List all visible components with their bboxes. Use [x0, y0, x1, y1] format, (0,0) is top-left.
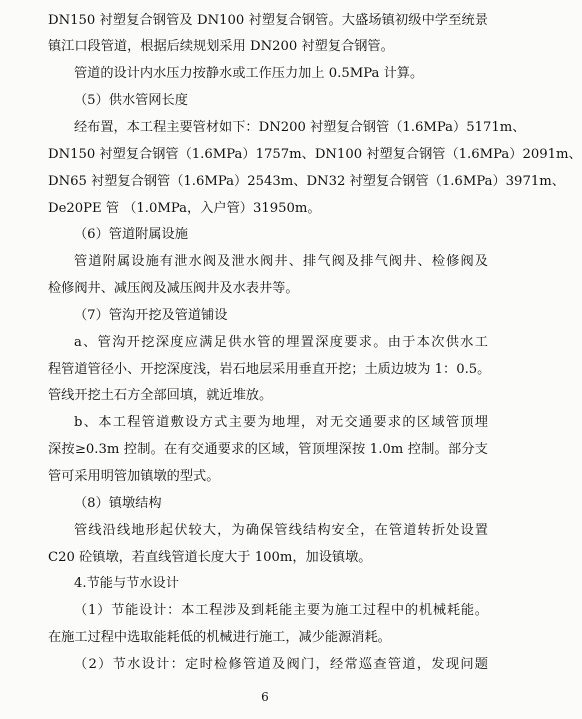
text-line: （2）节水设计：定时检修管道及阀门，经常巡查管道，发现问题: [74, 657, 488, 672]
text-line: 检修阀井、减压阀及减压阀井及水表井等。: [48, 281, 299, 296]
text-line: 管线沿线地形起伏较大，为确保管线结构安全，在管道转折处设置: [74, 523, 488, 538]
text-line: 在施工过程中选取能耗低的机械进行施工，减少能源消耗。: [48, 630, 391, 645]
text-line: 管道的设计内水压力按静水或工作压力加上 0.5MPa 计算。: [74, 66, 424, 81]
text-line: 程管道管径小、开挖深度浅，岩石地层采用垂直开挖；土质边坡为 1：0.5。: [48, 362, 491, 377]
text-line: 管可采用明管加镇墩的型式。: [48, 469, 220, 484]
text-line: 镇江口段管道，根据后续规划采用 DN200 衬塑复合钢管。: [48, 39, 394, 54]
text-line: 管道附属设施有泄水阀及泄水阀井、排气阀及排气阀井、检修阀及: [74, 254, 488, 269]
text-line: DN65 衬塑复合钢管（1.6MPa）2543m、DN32 衬塑复合钢管（1.6MPa）3971m、: [48, 174, 565, 189]
text-line: 管线开挖土石方全部回填，就近堆放。: [48, 388, 273, 403]
section-heading: （6）管道附属设施: [74, 227, 188, 242]
text-line: De20PE 管 （1.0MPa，入户管）31950m。: [48, 201, 321, 216]
page-number: 6: [261, 690, 269, 704]
text-line: 经布置，本工程主要管材如下：DN200 衬塑复合钢管（1.6MPa）5171m、: [74, 120, 526, 135]
section-heading: （8）镇墩结构: [74, 496, 162, 511]
section-heading: （7）管沟开挖及管道铺设: [74, 308, 228, 323]
text-line: b、本工程管道敷设方式主要为地埋，对无交通要求的区域管顶埋: [74, 415, 488, 430]
section-heading: 4.节能与节水设计: [74, 576, 179, 591]
text-line: DN150 衬塑复合钢管（1.6MPa）1757m、DN100 衬塑复合钢管（1.6MPa）2091m、: [48, 147, 582, 162]
text-line: DN150 衬塑复合钢管及 DN100 衬塑复合钢管。大盛场镇初级中学至统景: [48, 13, 488, 28]
section-heading: （5）供水管网长度: [74, 93, 188, 108]
text-line: 深按≥0.3m 控制。在有交通要求的区域，管顶埋深按 1.0m 控制。部分支: [48, 442, 488, 457]
text-line: （1）节能设计：本工程涉及到耗能主要为施工过程中的机械耗能。: [74, 603, 488, 618]
text-line: C20 砼镇墩，若直线管道长度大于 100m，加设镇墩。: [48, 550, 372, 565]
text-line: a、管沟开挖深度应满足供水管的埋置深度要求。由于本次供水工: [74, 335, 488, 350]
